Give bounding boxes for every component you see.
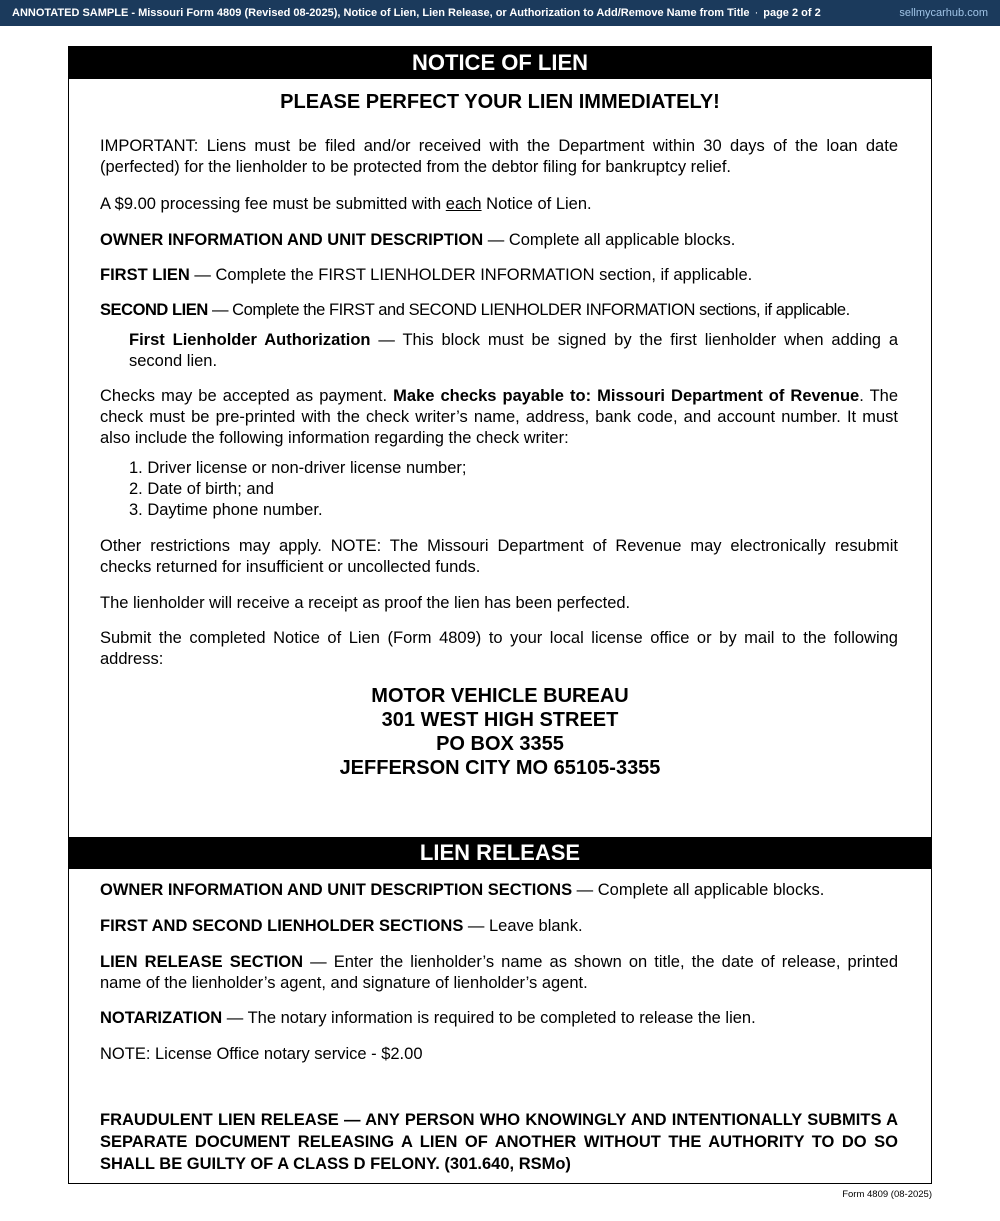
- release-section-paragraph: [100, 952, 898, 994]
- second-lien-label: SECOND LIEN: [100, 301, 208, 319]
- banner-page-indicator: page 2 of 2: [763, 7, 821, 19]
- address-line: PO BOX 3355: [436, 733, 564, 755]
- requirement-list-item: 1. Driver license or non-driver license number;: [129, 459, 467, 477]
- restrictions-paragraph: Other restrictions may apply. NOTE: The Missouri Department of Revenue may electronically resubmit checks returned for insufficient or uncollected funds.: [100, 537, 898, 576]
- fee-text-before: A $9.00 processing fee must be submitted with: [100, 195, 446, 213]
- release-owner-info-label: OWNER INFORMATION AND UNIT DESCRIPTION SECTIONS: [100, 881, 573, 899]
- banner-site-link[interactable]: sellmycarhub.com: [899, 7, 988, 19]
- first-lien-paragraph: [100, 265, 898, 286]
- notarization-text: — The notary information is required to be completed to release the lien.: [222, 1009, 756, 1027]
- submit-paragraph: Submit the completed Notice of Lien (Form 4809) to your local license office or by mail to the following address:: [100, 629, 898, 668]
- first-lien-label: FIRST LIEN: [100, 266, 190, 284]
- address-line: JEFFERSON CITY MO 65105-3355: [339, 757, 661, 779]
- fee-underlined-word: each: [445, 195, 482, 213]
- requirement-list-item: 2. Date of birth; and: [129, 480, 274, 498]
- address-line: MOTOR VEHICLE BUREAU: [371, 685, 629, 707]
- banner-title-group: [12, 7, 821, 19]
- authorization-text: — This block must be signed by the first lienholder when adding a second lien.: [129, 331, 899, 370]
- fraudulent-release-warning: FRAUDULENT LIEN RELEASE — ANY PERSON WHO KNOWINGLY AND INTENTIONALLY SUBMITS A SEPARATE DOCUMENT RELEASING A LIEN OF ANOTHER WITHOUT THE AUTHORITY TO DO SO SHALL BE GUILTY OF A CLASS D FELONY. (301.640, RSMo): [100, 1111, 898, 1173]
- checks-text-after: . The check must be pre-printed with the check writer’s name, address, bank code, and account number. It must also include the following information regarding the check writer:: [100, 387, 898, 447]
- banner-title: ANNOTATED SAMPLE - Missouri Form 4809 (Revised 08-2025), Notice of Lien, Lien Release, or Authorization to Add/Remove Name from Title: [12, 7, 750, 19]
- release-owner-info-paragraph: [100, 880, 898, 901]
- release-lienholder-sections-paragraph: [100, 916, 898, 937]
- release-section-label: LIEN RELEASE SECTION: [100, 953, 304, 971]
- second-lien-paragraph: [100, 300, 898, 321]
- receipt-paragraph: The lienholder will receive a receipt as proof the lien has been perfected.: [100, 594, 631, 612]
- banner-separator: ·: [754, 7, 759, 19]
- address-line: 301 WEST HIGH STREET: [381, 709, 619, 731]
- owner-info-paragraph: [100, 230, 898, 251]
- notary-fee-note: NOTE: License Office notary service - $2.00: [100, 1045, 423, 1063]
- notice-of-lien-heading: NOTICE OF LIEN: [68, 47, 932, 79]
- checks-paragraph: [100, 386, 898, 449]
- release-lienholder-label: FIRST AND SECOND LIENHOLDER SECTIONS: [100, 917, 464, 935]
- lien-release-heading: LIEN RELEASE: [68, 837, 932, 869]
- owner-info-label: OWNER INFORMATION AND UNIT DESCRIPTION: [100, 231, 484, 249]
- notarization-paragraph: [100, 1008, 898, 1029]
- checks-payable-to: Make checks payable to: Missouri Department of Revenue: [393, 387, 860, 405]
- notarization-label: NOTARIZATION: [100, 1009, 223, 1027]
- second-lien-text: — Complete the FIRST and SECOND LIENHOLDER INFORMATION sections, if applicable.: [207, 301, 850, 319]
- perfect-lien-subheading: PLEASE PERFECT YOUR LIEN IMMEDIATELY!: [280, 91, 720, 113]
- important-paragraph: IMPORTANT: Liens must be filed and/or received with the Department within 30 days of the loan date (perfected) for the lienholder to be protected from the debtor filing for bankruptcy relief.: [100, 137, 898, 176]
- fee-text-after: Notice of Lien.: [481, 195, 592, 213]
- release-owner-info-text: — Complete all applicable blocks.: [572, 881, 825, 899]
- mailing-address: [68, 684, 932, 780]
- checks-text-before: Checks may be accepted as payment.: [100, 387, 394, 405]
- requirement-list-item: 3. Daytime phone number.: [129, 501, 323, 519]
- owner-info-text: — Complete all applicable blocks.: [483, 231, 736, 249]
- annotation-banner: [0, 0, 1000, 26]
- release-section-text: — Enter the lienholder’s name as shown on title, the date of release, printed name of the lienholder’s agent, and signature of lienholder’s agent.: [100, 953, 898, 992]
- fee-paragraph: [100, 194, 898, 215]
- authorization-label: First Lienholder Authorization: [129, 331, 371, 349]
- first-lien-text: — Complete the FIRST LIENHOLDER INFORMATION section, if applicable.: [189, 266, 753, 284]
- form-code-footer: Form 4809 (08-2025): [842, 1189, 932, 1200]
- first-lienholder-authorization-paragraph: [129, 330, 898, 372]
- release-lienholder-text: — Leave blank.: [463, 917, 583, 935]
